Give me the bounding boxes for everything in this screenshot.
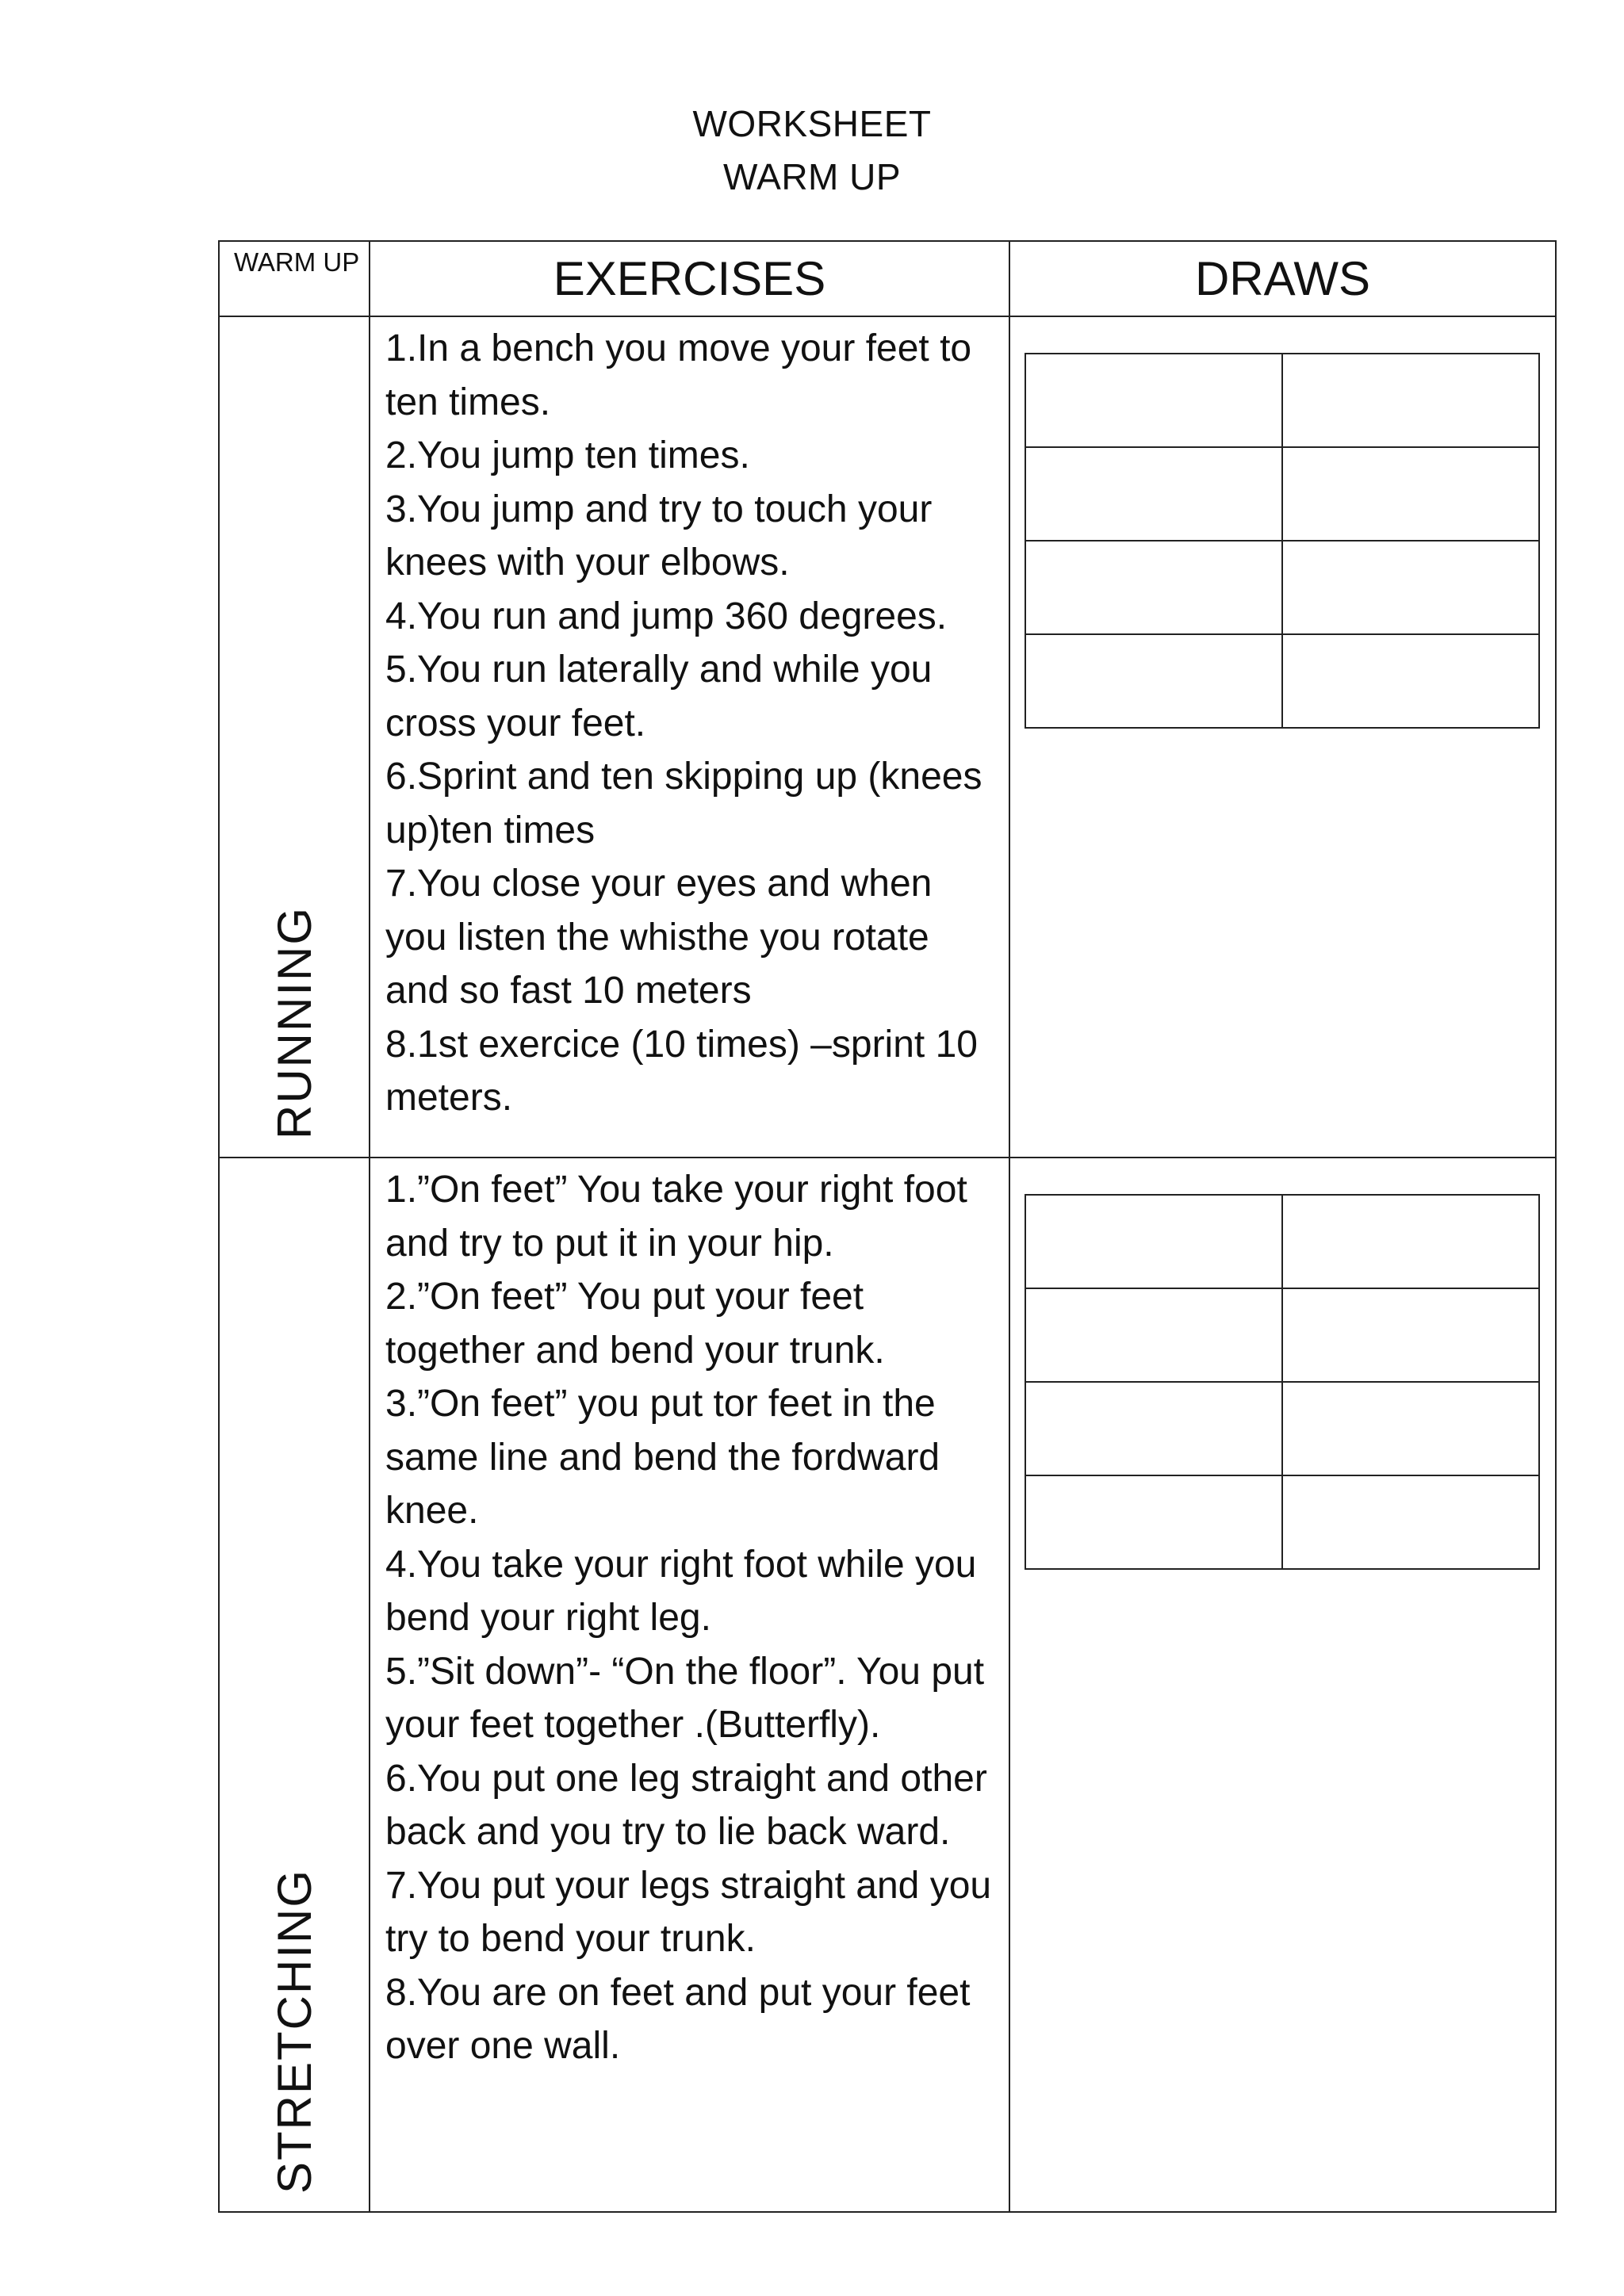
running-item: 3.You jump and try to touch your knees with your elbows. bbox=[385, 488, 933, 584]
header-row bbox=[219, 241, 1556, 316]
stretching-item: 4.You take your right foot while you bend your right leg. bbox=[385, 1543, 977, 1639]
stretching-item: 8.You are on feet and put your feet over one wall. bbox=[385, 1971, 971, 2067]
warmup-table bbox=[218, 240, 1557, 2213]
header-exercises: EXERCISES bbox=[370, 241, 1009, 316]
stretching-draw-grid bbox=[1025, 1194, 1540, 1570]
stretching-item: 2.”On feet” You put your feet together and bend your trunk. bbox=[385, 1276, 885, 1372]
running-item: 5.You run laterally and while you cross your feet. bbox=[385, 649, 933, 744]
draw-box[interactable] bbox=[1025, 1195, 1282, 1288]
stretching-item: 5.”Sit down”- “On the floor”. You put your feet together .(Butterfly). bbox=[385, 1650, 985, 1746]
draw-box[interactable] bbox=[1282, 541, 1539, 634]
header-draws: DRAWS bbox=[1009, 241, 1556, 316]
draw-box[interactable] bbox=[1282, 1288, 1539, 1382]
stretching-item: 7.You put your legs straight and you try to bend your trunk. bbox=[385, 1864, 992, 1960]
running-label-cell bbox=[219, 316, 370, 1158]
draw-box[interactable] bbox=[1025, 447, 1282, 541]
stretching-item: 3.”On feet” you put tor feet in the same line and bend the fordward knee. bbox=[385, 1383, 940, 1532]
running-item: 8.1st exercice (10 times) –sprint 10 meters. bbox=[385, 1023, 978, 1119]
draw-box[interactable] bbox=[1282, 447, 1539, 541]
draw-box[interactable] bbox=[1025, 1382, 1282, 1475]
draw-box[interactable] bbox=[1282, 354, 1539, 447]
draw-box[interactable] bbox=[1282, 634, 1539, 728]
draw-box[interactable] bbox=[1282, 1382, 1539, 1475]
running-label: RUNNING bbox=[268, 906, 321, 1139]
running-draw-grid bbox=[1025, 353, 1540, 729]
draw-box[interactable] bbox=[1282, 1475, 1539, 1569]
stretching-row bbox=[219, 1158, 1556, 2212]
running-row bbox=[219, 316, 1556, 1158]
running-item: 7.You close your eyes and when you listen the whisthe you rotate and so fast 10 meters bbox=[385, 863, 933, 1012]
stretching-item: 6.You put one leg straight and other back and you try to lie back ward. bbox=[385, 1757, 987, 1853]
stretching-label-cell bbox=[219, 1158, 370, 2212]
running-item: 4.You run and jump 360 degrees. bbox=[385, 595, 948, 637]
stretching-item: 1.”On feet” You take your right foot and try to put it in your hip. bbox=[385, 1169, 967, 1265]
running-item: 6.Sprint and ten skipping up (knees up)ten times bbox=[385, 756, 982, 851]
draw-box[interactable] bbox=[1282, 1195, 1539, 1288]
running-item: 2.You jump ten times. bbox=[385, 434, 750, 476]
running-exercises bbox=[370, 316, 1009, 1158]
stretching-label: STRETCHING bbox=[268, 1869, 321, 2194]
draw-box[interactable] bbox=[1025, 1288, 1282, 1382]
stretching-draws-cell bbox=[1009, 1158, 1556, 2212]
header-warmup: WARM UP bbox=[219, 241, 370, 316]
running-draws-cell bbox=[1009, 316, 1556, 1158]
running-item: 1.In a bench you move your feet to ten times. bbox=[385, 327, 972, 423]
draw-box[interactable] bbox=[1025, 541, 1282, 634]
worksheet-subtitle: WARM UP bbox=[722, 156, 902, 197]
draw-box[interactable] bbox=[1025, 354, 1282, 447]
worksheet-title: WORKSHEET bbox=[692, 103, 932, 144]
stretching-exercises bbox=[370, 1158, 1009, 2212]
draw-box[interactable] bbox=[1025, 634, 1282, 728]
draw-box[interactable] bbox=[1025, 1475, 1282, 1569]
